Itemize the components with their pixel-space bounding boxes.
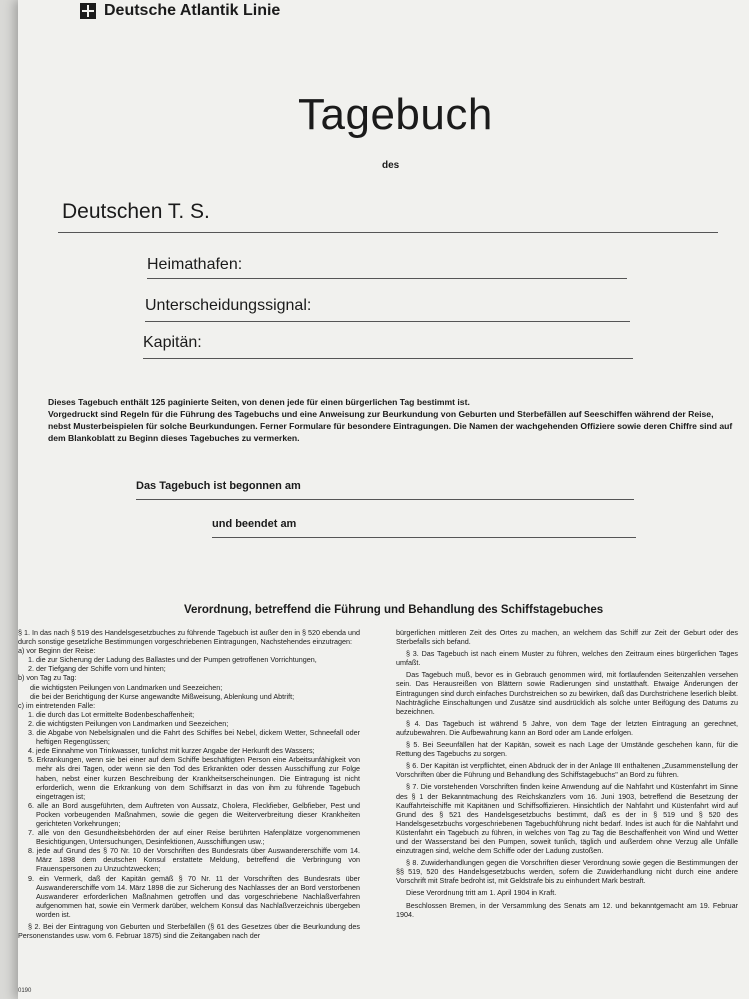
ship-name-label: Deutschen T. S. (62, 200, 210, 223)
regulation-paragraph: § 6. Der Kapitän ist verpflichtet, einen Abdruck der in der Anlage III enthaltenen „Zusammenstellung der Vorschriften über die Führung und Behandlung des Schiffstagebuchs" an Bord zu führen. (396, 761, 738, 780)
regulation-paragraph: 2. die wichtigsten Peilungen von Landmarken und Seezeichen; (28, 718, 229, 728)
regulation-paragraph: § 1. In das nach § 519 des Handelsgesetzbuches zu führende Tagebuch ist außer den in § 520 ebenda und durch sonstige gesetzliche Bestimmungen vorgeschriebenen Eintragungen, Nachstehendes einzutragen: (18, 628, 360, 647)
company-logo-icon (80, 3, 96, 19)
company-header (80, 2, 280, 20)
regulation-paragraph: die bei der Berichtigung der Kurse angewandte Mißweisung, Ablenkung und Abtrift; (30, 691, 295, 701)
regulation-paragraph: 5. Erkrankungen, wenn sie bei einer auf dem Schiffe beschäftigten Person eine Arbeitsunfähigkeit von mehr als drei Tagen, oder wenn sie den Tod des Erkrankten oder dessen Ausschiffung zur Folge haben, nebst einer kurzen Beschreibung der Krankheitserscheinungen. Die Eintragung ist nicht erforderlich, wenn die Erkrankung von dem Schiffsarzt in das von ihm zu führende Tagebuch eingetragen ist; (28, 755, 360, 801)
regulation-paragraph: § 7. Die vorstehenden Vorschriften finden keine Anwendung auf die Nahfahrt und Küstenfahrt im Sinne des § 1 der Bekanntmachung des Reichskanzlers vom 16. Juni 1903, betreffend die Besetzung der Kauffahrteischiffe mit Kapitänen und Schiffsoffizieren. Hinsichtlich der Nahfahrt und Küstenfahrt wird auf Grund des § 521 des Handelsgesetzbuchs bestimmt, daß es der in § 519 und § 520 des Handelsgesetzbuchs vorgeschriebenen Tagebuchführung nicht bedarf. Indes ist auch für die Nahfahrt und Küstenfahrt ein Tagebuch zu führen, in welches von Tag zu Tag die Beschaffenheit von Wind und Wetter und der Wasserstand bei den Pumpen, soweit tunlich, täglich und außerdem ohne Verzug alle Unfälle einzutragen sind, welche dem Schiffe oder der Ladung zustoßen. (396, 782, 738, 856)
signal-label: Unterscheidungssignal: (145, 297, 312, 314)
intro-paragraph: Dieses Tagebuch enthält 125 paginierte Seiten, von denen jede für einen bürgerlichen Tag bestimmt ist. (48, 397, 470, 407)
signal-line (145, 321, 630, 322)
regulation-paragraph: Diese Verordnung tritt am 1. April 1904 in Kraft. (406, 888, 557, 898)
regulation-paragraph: 3. die Abgabe von Nebelsignalen und die Fahrt des Schiffes bei Nebel, dickem Wetter, Schneefall oder heftigen Regengüssen; (28, 728, 360, 747)
regulation-left-column (18, 628, 360, 940)
regulation-paragraph: Beschlossen Bremen, in der Versammlung des Senats am 12. und bekanntgemacht am 19. Februar 1904. (396, 900, 738, 919)
document-title: Tagebuch (298, 90, 493, 139)
regulation-paragraph: bürgerlichen mittleren Zeit des Ortes zu machen, an welchem das Schiff zur Zeit der Geburt oder des Sterbefalls sich befand. (396, 628, 738, 647)
regulation-paragraph: § 8. Zuwiderhandlungen gegen die Vorschriften dieser Verordnung sowie gegen die Bestimmungen der §§ 519, 520 des Handelsgesetzbuchs werden, sofern die Zuwiderhandlung nicht durch eine andere Vorschrift mit Strafe bedroht ist, mit Geldstrafe bis zu einhundert Mark bestraft. (396, 858, 738, 886)
regulation-paragraph: 1. die durch das Lot ermittelte Bodenbeschaffenheit; (28, 709, 195, 719)
logbook-cover-page (18, 0, 749, 999)
homeport-label: Heimathafen: (147, 256, 243, 273)
ended-line (212, 537, 636, 538)
regulation-paragraph: Das Tagebuch muß, bevor es in Gebrauch genommen wird, mit fortlaufenden Seitenzahlen versehen sein. Das Herausreißen von Blättern sowie Radierungen sind unstatthaft. Etwaige Änderungen der Eintragungen sind durch einfaches Durchstreichen so zu bewirken, daß das Durchstrichene leserlich bleibt. Nachträgliche Einschaltungen und Zusätze sind ausdrücklich als solche unter Beifügung des Datums zu bezeichnen. (396, 670, 738, 716)
regulation-paragraph: 7. alle von den Gesundheitsbehörden der auf einer Reise berührten Hafenplätze vorgenommenen Besichtigungen, Untersuchungen, Desinfektionen, Ausschiffungen usw.; (28, 828, 360, 847)
begun-line (136, 499, 634, 500)
regulation-paragraph: 9. ein Vermerk, daß der Kapitän gemäß § 70 Nr. 11 der Vorschriften des Bundesrats über Auswandererschiffe vom 14. März 1898 die zur Sicherung des Nachlasses der an Bord verstorbenen Auswanderer erforderlichen Maßnahmen getroffen und das vorgeschriebene Nachlaßverfahren aufgenommen hat, sowie ein Vermerk darüber, welchem Konsul das Nachlaßverzeichnis übergeben worden ist. (28, 873, 360, 919)
regulation-title: Verordnung, betreffend die Führung und Behandlung des Schiffstagebuches (184, 604, 604, 616)
regulation-paragraph: die wichtigsten Peilungen von Landmarken und Seezeichen; (30, 682, 223, 692)
captain-label: Kapitän: (143, 334, 202, 351)
regulation-paragraph: a) vor Beginn der Reise: (18, 646, 96, 656)
begun-label: Das Tagebuch ist begonnen am (136, 480, 301, 492)
regulation-paragraph: 6. alle an Bord ausgeführten, dem Auftreten von Aussatz, Cholera, Fleckfieber, Gelbfieber, Pest und Pocken vorbeugenden Maßnahmen, sowie die gegen die Weiterverbreitung dieser Krankheiten gerichteten Vorkehrungen; (28, 800, 360, 828)
regulation-paragraph: 2. der Tiefgang der Schiffe vorn und hinten; (28, 664, 166, 674)
intro-paragraph: Vorgedruckt sind Regeln für die Führung des Tagebuchs und eine Anweisung zur Beurkundung von Geburten und Sterbefällen auf Seeschiffen während der Reise, nebst Musterbeispielen für solche Beurkundungen. Ferner Formulare für besondere Eintragungen. Die Namen der wachgehenden Offiziere sowie deren Chiffre sind auf dem Blankoblatt zu Beginn dieses Tagebuches zu vermerken. (48, 409, 733, 443)
ended-label: und beendet am (212, 518, 297, 530)
regulation-paragraph: 4. jede Einnahme von Trinkwasser, tunlichst mit kurzer Angabe der Herkunft des Wassers; (28, 746, 315, 756)
company-name: Deutsche Atlantik Linie (104, 2, 281, 19)
intro-text (48, 396, 738, 444)
title-connector: des (382, 160, 400, 171)
regulation-paragraph: § 2. Bei der Eintragung von Geburten und Sterbefällen (§ 61 des Gesetzes über die Beurkundung des Personenstandes usw. vom 6. Februar 1875) sind die Zeitangaben nach der (18, 922, 360, 941)
homeport-line (147, 278, 627, 279)
regulation-paragraph: c) im eintretenden Falle: (18, 700, 96, 710)
regulation-right-column (396, 628, 738, 919)
captain-line (143, 358, 633, 359)
regulation-paragraph: 8. jede auf Grund des § 70 Nr. 10 der Vorschriften des Bundesrats über Auswandererschiffe vom 14. März 1898 dem deutschen Konsul erstattete Meldung, betreffend die Verbringung von Frauenspersonen zu Unzuchtzwecken; (28, 846, 360, 874)
regulation-paragraph: § 3. Das Tagebuch ist nach einem Muster zu führen, welches den Zeitraum eines bürgerlichen Tages umfaßt. (396, 649, 738, 668)
regulation-paragraph: § 5. Bei Seeunfällen hat der Kapitän, soweit es nach Lage der Umstände geschehen kann, für die Rettung des Tagebuchs zu sorgen. (396, 740, 738, 759)
regulation-paragraph: b) von Tag zu Tag: (18, 673, 77, 683)
ship-name-line (58, 232, 718, 233)
regulation-paragraph: § 4. Das Tagebuch ist während 5 Jahre, von dem Tage der letzten Eintragung an gerechnet, aufzubewahren. Die Aufbewahrung kann an Bord oder am Lande erfolgen. (396, 718, 738, 737)
regulation-paragraph: 1. die zur Sicherung der Ladung des Ballastes und der Pumpen getroffenen Vorrichtungen, (28, 655, 317, 665)
footer-mark: 0190 (18, 988, 32, 994)
